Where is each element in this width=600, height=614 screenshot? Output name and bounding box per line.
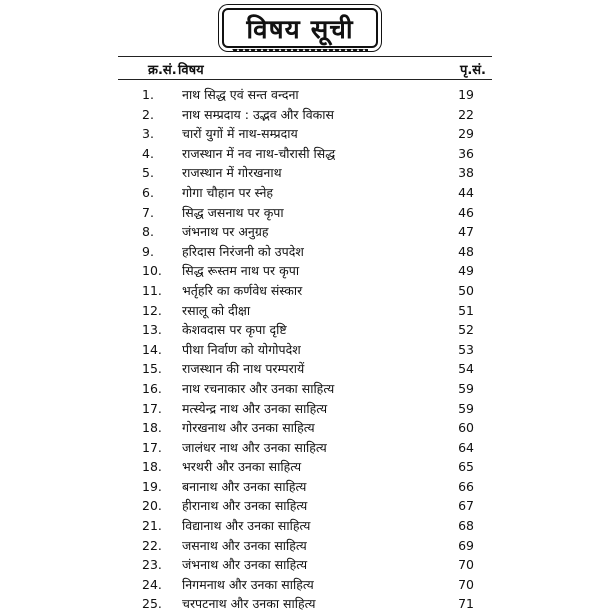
toc-row-topic: रसालू को दीक्षा: [182, 302, 251, 318]
toc-row-page: 47: [458, 224, 474, 240]
toc-row-topic: जालंधर नाथ और उनका साहित्य: [182, 439, 327, 455]
toc-row-number: 3.: [142, 126, 154, 142]
toc-row-page: 69: [458, 537, 474, 553]
toc-row-page: 49: [458, 263, 474, 279]
toc-row-number: 14.: [142, 341, 162, 357]
toc-row-number: 17.: [142, 439, 162, 455]
toc-row-number: 23.: [142, 557, 162, 573]
toc-row-topic: सिद्ध जसनाथ पर कृपा: [182, 204, 284, 220]
toc-row: [118, 457, 492, 477]
toc-row: [118, 222, 492, 242]
toc-row: [118, 144, 492, 164]
toc-row: [118, 320, 492, 340]
toc-row-number: 25.: [142, 596, 162, 612]
toc-row: [118, 242, 492, 262]
toc-row-number: 15.: [142, 361, 162, 377]
toc-row-number: 5.: [142, 165, 154, 181]
header-topic: विषय: [178, 63, 204, 78]
toc-row-number: 1.: [142, 87, 154, 102]
toc-row-page: 64: [458, 439, 474, 455]
toc-row: [118, 477, 492, 497]
toc-row: [118, 85, 492, 105]
toc-row-topic: केशवदास पर कृपा दृष्टि: [182, 322, 287, 338]
toc-row-page: 19: [458, 87, 474, 102]
toc-row-page: 68: [458, 518, 474, 534]
toc-row-topic: जंभनाथ और उनका साहित्य: [182, 557, 308, 573]
toc-row-page: 46: [458, 204, 474, 220]
toc-row-page: 38: [458, 165, 474, 181]
toc-row-page: 71: [458, 596, 474, 612]
toc-row-number: 20.: [142, 498, 162, 514]
toc-row-topic: विद्यानाथ और उनका साहित्य: [182, 518, 311, 534]
toc-row-topic: गोगा चौहान पर स्नेह: [182, 184, 274, 200]
toc-row-page: 65: [458, 459, 474, 475]
toc-row-topic: हीरानाथ और उनका साहित्य: [182, 498, 308, 514]
toc-row-number: 18.: [142, 420, 162, 436]
toc-list: [118, 85, 492, 614]
toc-row-number: 13.: [142, 322, 162, 338]
toc-row-page: 44: [458, 184, 474, 200]
toc-row-topic: बनानाथ और उनका साहित्य: [182, 478, 307, 494]
toc-row: [118, 575, 492, 595]
toc-row-number: 18.: [142, 459, 162, 475]
toc-row-number: 21.: [142, 518, 162, 534]
toc-row: [118, 536, 492, 556]
toc-row-number: 6.: [142, 184, 154, 200]
toc-row-topic: नाथ सिद्ध एवं सन्त वन्दना: [182, 87, 299, 102]
header-num: क्र.सं.: [148, 63, 177, 78]
toc-row-number: 2.: [142, 106, 154, 122]
toc-row-page: 66: [458, 478, 474, 494]
toc-row-page: 70: [458, 557, 474, 573]
toc-row-topic: नाथ रचनाकार और उनका साहित्य: [182, 380, 335, 396]
toc-row-page: 67: [458, 498, 474, 514]
toc-row: [118, 281, 492, 301]
toc-row-page: 60: [458, 420, 474, 436]
toc-row-page: 53: [458, 341, 474, 357]
toc-row: [118, 203, 492, 223]
toc-row-topic: राजस्थान में नव नाथ-चौरासी सिद्ध: [182, 145, 336, 161]
toc-row: [118, 301, 492, 321]
toc-row: [118, 105, 492, 125]
title-box: [222, 8, 377, 48]
toc-row-number: 19.: [142, 478, 162, 494]
toc-row-topic: पीथा निर्वाण को योगोपदेश: [182, 341, 301, 357]
toc-row: [118, 438, 492, 458]
toc-row-number: 11.: [142, 282, 162, 298]
toc-row: [118, 163, 492, 183]
toc-row-page: 22: [458, 106, 474, 122]
toc-row-number: 24.: [142, 576, 162, 592]
toc-row-number: 10.: [142, 263, 162, 279]
toc-row: [118, 359, 492, 379]
page-title: विषय सूची: [246, 15, 354, 45]
header-page: पृ.सं.: [459, 63, 486, 78]
toc-row-topic: चरपटनाथ और उनका साहित्य: [182, 596, 316, 612]
toc-row-page: 52: [458, 322, 474, 338]
toc-row-number: 22.: [142, 537, 162, 553]
toc-row-topic: चारों युगों में नाथ-सम्प्रदाय: [182, 126, 298, 142]
toc-row: [118, 418, 492, 438]
toc-row-page: 50: [458, 282, 474, 298]
toc-row-page: 59: [458, 380, 474, 396]
toc-row-topic: सिद्ध रूस्तम नाथ पर कृपा: [182, 263, 300, 279]
toc-row: [118, 594, 492, 614]
toc-row-page: 51: [458, 302, 474, 318]
toc-row-topic: भरथरी और उनका साहित्य: [182, 459, 302, 475]
toc-row-number: 9.: [142, 243, 154, 259]
title-banner: [0, 4, 600, 52]
toc-row: [118, 124, 492, 144]
title-scallop-decoration: [232, 49, 367, 55]
toc-row-topic: मत्स्येन्द्र नाथ और उनका साहित्य: [182, 400, 328, 416]
toc-row-number: 17.: [142, 400, 162, 416]
toc-row-page: 36: [458, 145, 474, 161]
toc-row-topic: निगमनाथ और उनका साहित्य: [182, 576, 314, 592]
toc-row-topic: गोरखनाथ और उनका साहित्य: [182, 420, 315, 436]
toc-row-number: 7.: [142, 204, 154, 220]
toc-row: [118, 379, 492, 399]
toc-row-page: 48: [458, 243, 474, 259]
toc-row-number: 8.: [142, 224, 154, 240]
toc-row-page: 29: [458, 126, 474, 142]
toc-row: [118, 399, 492, 419]
toc-row-number: 4.: [142, 145, 154, 161]
toc-row: [118, 496, 492, 516]
toc-row-page: 54: [458, 361, 474, 377]
toc-row-topic: राजस्थान की नाथ परम्परायें: [182, 361, 305, 377]
toc-row-topic: जंभनाथ पर अनुग्रह: [182, 224, 269, 240]
toc-row: [118, 340, 492, 360]
toc-row-topic: भर्तृहरि का कर्णवेध संस्कार: [182, 282, 303, 298]
toc-row-page: 59: [458, 400, 474, 416]
toc-row-number: 16.: [142, 380, 162, 396]
table-header: [118, 56, 492, 80]
toc-row: [118, 183, 492, 203]
toc-row-topic: राजस्थान में गोरखनाथ: [182, 165, 282, 181]
toc-row: [118, 555, 492, 575]
toc-row-number: 12.: [142, 302, 162, 318]
toc-row: [118, 261, 492, 281]
toc-row-topic: हरिदास निरंजनी को उपदेश: [182, 243, 304, 259]
toc-row-topic: नाथ सम्प्रदाय : उद्भव और विकास: [182, 106, 334, 122]
toc-row-topic: जसनाथ और उनका साहित्य: [182, 537, 307, 553]
toc-row: [118, 516, 492, 536]
toc-row-page: 70: [458, 576, 474, 592]
